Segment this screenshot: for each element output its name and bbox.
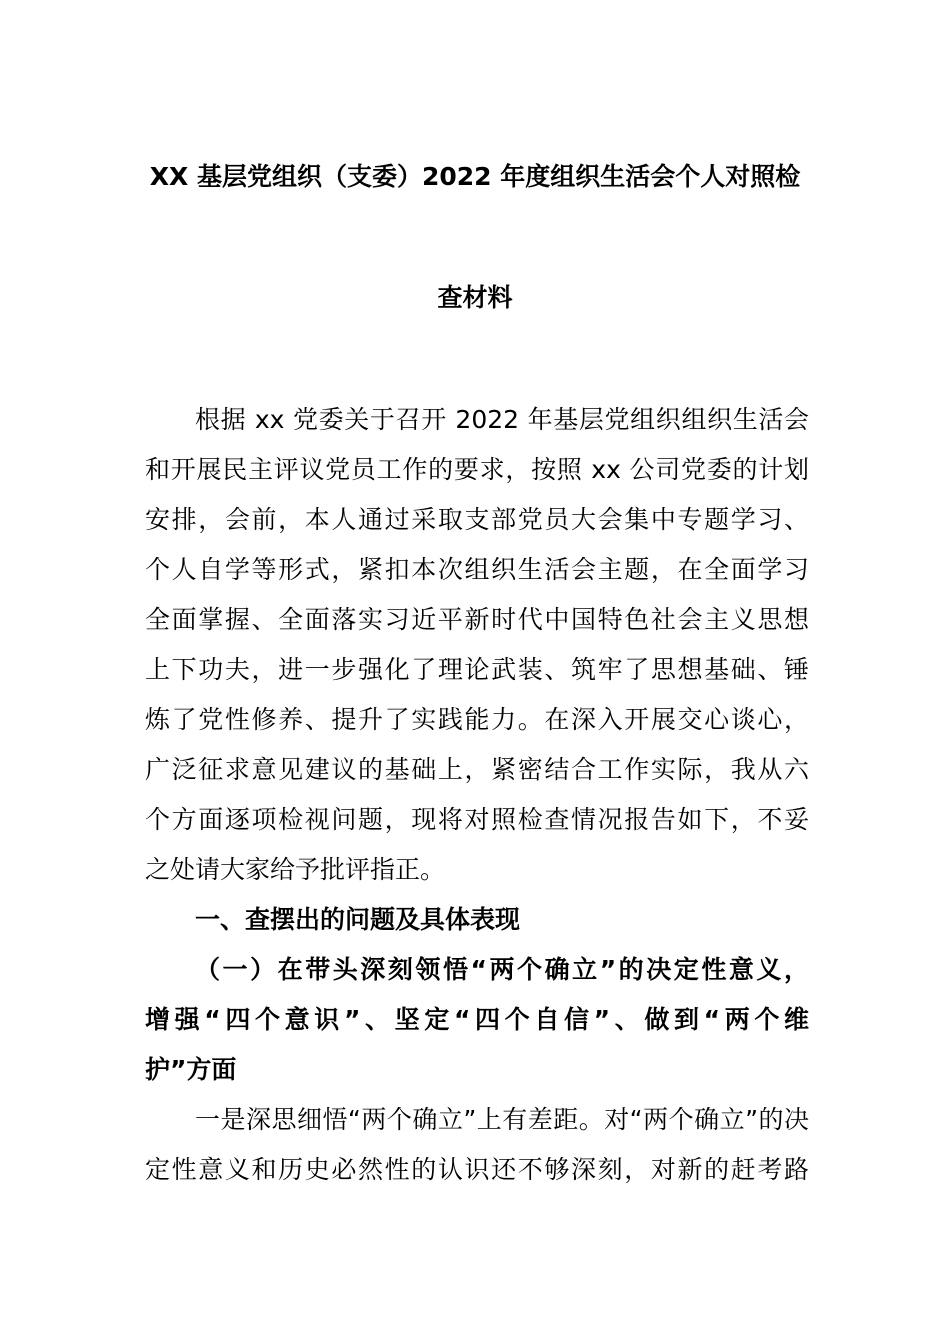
intro-paragraph-line: 和开展民主评议党员工作的要求，按照 xx 公司党委的计划: [145, 455, 809, 484]
subsection-heading-line: （一）在带头深刻领悟“两个确立”的决定性意义，: [195, 955, 809, 984]
document-title-line-2: 查材料: [437, 283, 513, 312]
document-title-line-1: XX 基层党组织（支委）2022 年度组织生活会个人对照检: [149, 162, 801, 191]
intro-paragraph-line: 广泛征求意见建议的基础上，紧密结合工作实际，我从六: [145, 755, 809, 784]
point-paragraph-line: 一是深思细悟“两个确立”上有差距。对“两个确立”的决: [195, 1105, 809, 1134]
section-heading: 一、查摆出的问题及具体表现: [195, 905, 521, 934]
intro-paragraph-line: 个人自学等形式，紧扣本次组织生活会主题，在全面学习: [145, 555, 809, 584]
intro-paragraph-line: 之处请大家给予批评指正。: [145, 855, 446, 884]
subsection-heading-line: 护”方面: [145, 1055, 237, 1084]
intro-paragraph-line: 炼了党性修养、提升了实践能力。在深入开展交心谈心，: [145, 705, 809, 734]
intro-paragraph-line: 个方面逐项检视问题，现将对照检查情况报告如下，不妥: [145, 805, 809, 834]
subsection-heading-line: 增强“四个意识”、坚定“四个自信”、做到“两个维: [145, 1005, 809, 1034]
intro-paragraph-line: 根据 xx 党委关于召开 2022 年基层党组织组织生活会: [195, 405, 809, 434]
intro-paragraph-line: 安排，会前，本人通过采取支部党员大会集中专题学习、: [145, 505, 809, 534]
point-paragraph-line: 定性意义和历史必然性的认识还不够深刻，对新的赶考路: [145, 1155, 809, 1184]
intro-paragraph-line: 全面掌握、全面落实习近平新时代中国特色社会主义思想: [145, 605, 809, 634]
document-body: [145, 400, 809, 1200]
intro-paragraph-line: 上下功夫，进一步强化了理论武装、筑牢了思想基础、锤: [145, 655, 809, 684]
